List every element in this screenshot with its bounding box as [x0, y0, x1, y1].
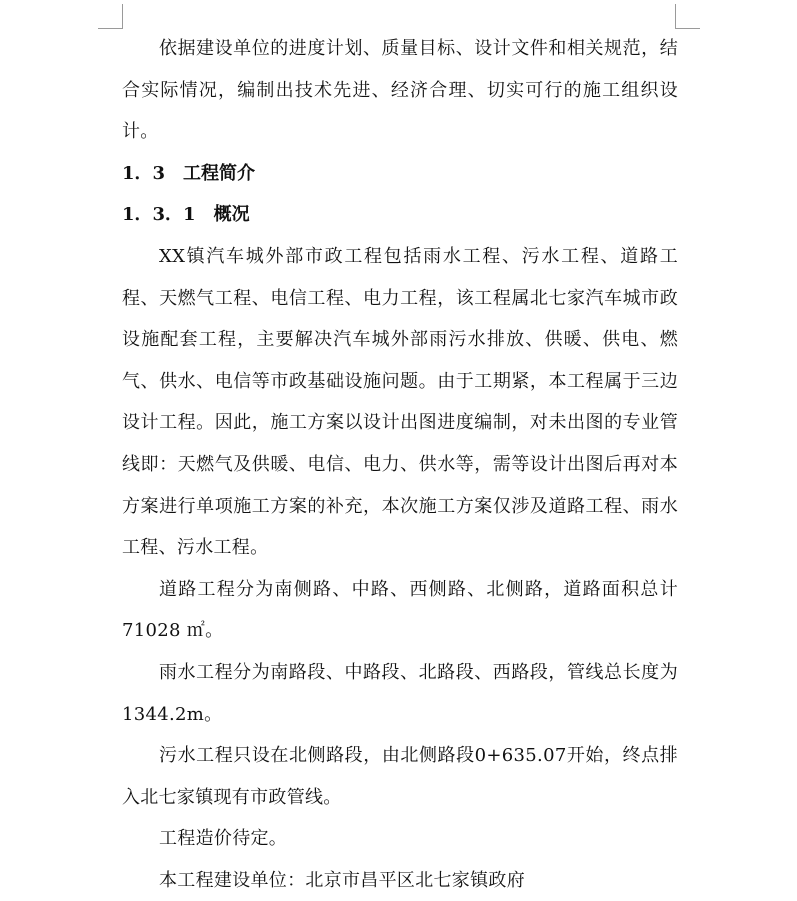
section-heading: 1．3 工程简介	[122, 162, 256, 184]
road-paragraph: 道路工程分为南侧路、中路、西侧路、北侧路，道路面积总计71028 ㎡。	[122, 578, 678, 642]
document-body	[122, 28, 678, 901]
overview-paragraph: XX镇汽车城外部市政工程包括雨水工程、污水工程、道路工程、天燃气工程、电信工程、电力工程，该工程属北七家汽车城市政设施配套工程，主要解决汽车城外部雨污水排放、供暖、供电、燃气、供水、电信等市政基础设施问题。由于工期紧，本工程属于三边设计工程。因此，施工方案以设计出图进度编制，对未出图的专业管线即：天燃气及供暖、电信、电力、供水等，需等设计出图后再对本方案进行单项施工方案的补充，本次施工方案仅涉及道路工程、雨水工程、污水工程。	[122, 245, 678, 559]
crop-mark-top-left	[98, 4, 123, 29]
intro-paragraph: 依据建设单位的进度计划、质量目标、设计文件和相关规范，结合实际情况，编制出技术先进、经济合理、切实可行的施工组织设计。	[122, 38, 678, 143]
crop-mark-top-right	[675, 4, 700, 29]
owner-paragraph: 本工程建设单位：北京市昌平区北七家镇政府	[159, 869, 525, 891]
sewage-paragraph: 污水工程只设在北侧路段，由北侧路段0+635.07开始，终点排入北七家镇现有市政管线。	[122, 745, 678, 808]
rainwater-paragraph: 雨水工程分为南路段、中路段、北路段、西路段，管线总长度为1344.2m。	[122, 661, 678, 725]
subsection-heading: 1．3．1 概况	[122, 204, 250, 226]
cost-paragraph: 工程造价待定。	[159, 828, 288, 850]
